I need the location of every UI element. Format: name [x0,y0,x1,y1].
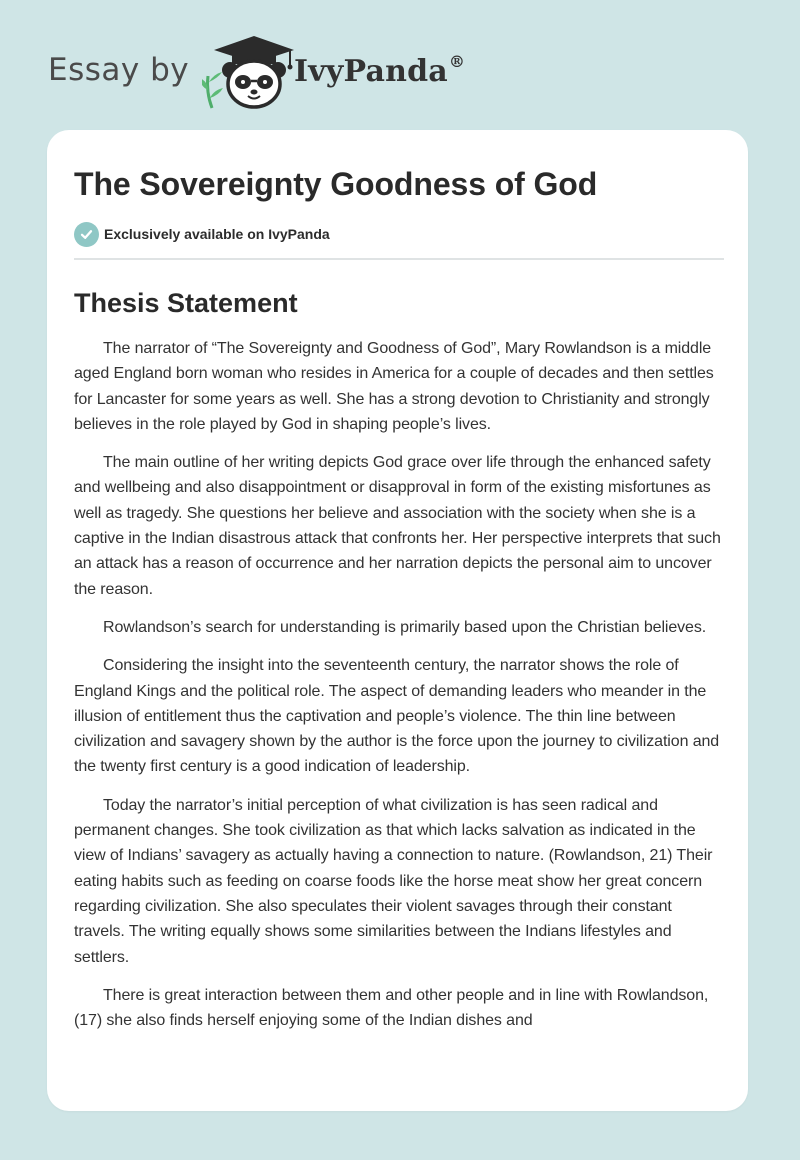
paragraph: Today the narrator’s initial perception of what civilization is has seen radical and permanent changes. She took civilization as that which lacks salvation as indicated in the view of Indians’ savagery as actually having a connection to nature. (Rowlandson, 21) Their eating habits such as feeding on coarse foods like the horse meat show her great concern regarding civilization. She also speculates their violent savages through their constant travels. The writing equally shows some similarities between the Indians lifestyles and settlers. [74,796,713,966]
brand-name[interactable] [294,54,465,89]
essay-content [74,164,724,1046]
essay-by-label: Essay by [48,52,190,88]
paragraph: The main outline of her writing depicts God grace over life through the enhanced safety and wellbeing and also disappointment or disapproval in form of the existing misfortunes as well as tragedy. She questions her believe and association with the society when she is a captive in the Indian disastrous attack that confronts her. Her perspective interprets that such an attack has a reason of occurrence and her narration depicts the personal aim to uncover the reason. [74,454,721,598]
essay-title: The Sovereignty Goodness of God [74,166,598,202]
registered-mark: ® [448,52,466,71]
check-circle-icon [74,222,99,247]
section-heading: Thesis Statement [74,288,298,318]
paragraph: Considering the insight into the seventeenth century, the narrator shows the role of England Kings and the political role. The aspect of demanding leaders who meander in the illusion of entitlement thus the captivation and people’s violence. The thin line between civilization and savagery shown by the author is the force upon the journey to civilization and the twenty first century is a good indication of leadership. [74,657,720,776]
essay-body [74,336,724,1033]
exclusive-badge-text: Exclusively available on IvyPanda [104,226,330,242]
panda-graduate-logo-icon[interactable] [202,32,306,110]
paragraph: Rowlandson’s search for understanding is primarily based upon the Christian believes. [103,618,707,636]
paragraph: There is great interaction between them and other people and in line with Rowlandson, (17) she also finds herself enjoying some of the Indian dishes and [74,986,709,1030]
essay-card [47,130,748,1111]
site-header [48,30,508,114]
brand-text: IvyPanda [294,54,448,89]
exclusive-badge [74,221,724,247]
paragraph: The narrator of “The Sovereignty and Goodness of God”, Mary Rowlandson is a middle aged England born woman who resides in America for a couple of decades and then settles for Lancaster for some years as well. She has a strong devotion to Christianity and strongly believes in the role played by God in shaping people’s lives. [74,340,714,433]
title-divider [74,258,724,260]
